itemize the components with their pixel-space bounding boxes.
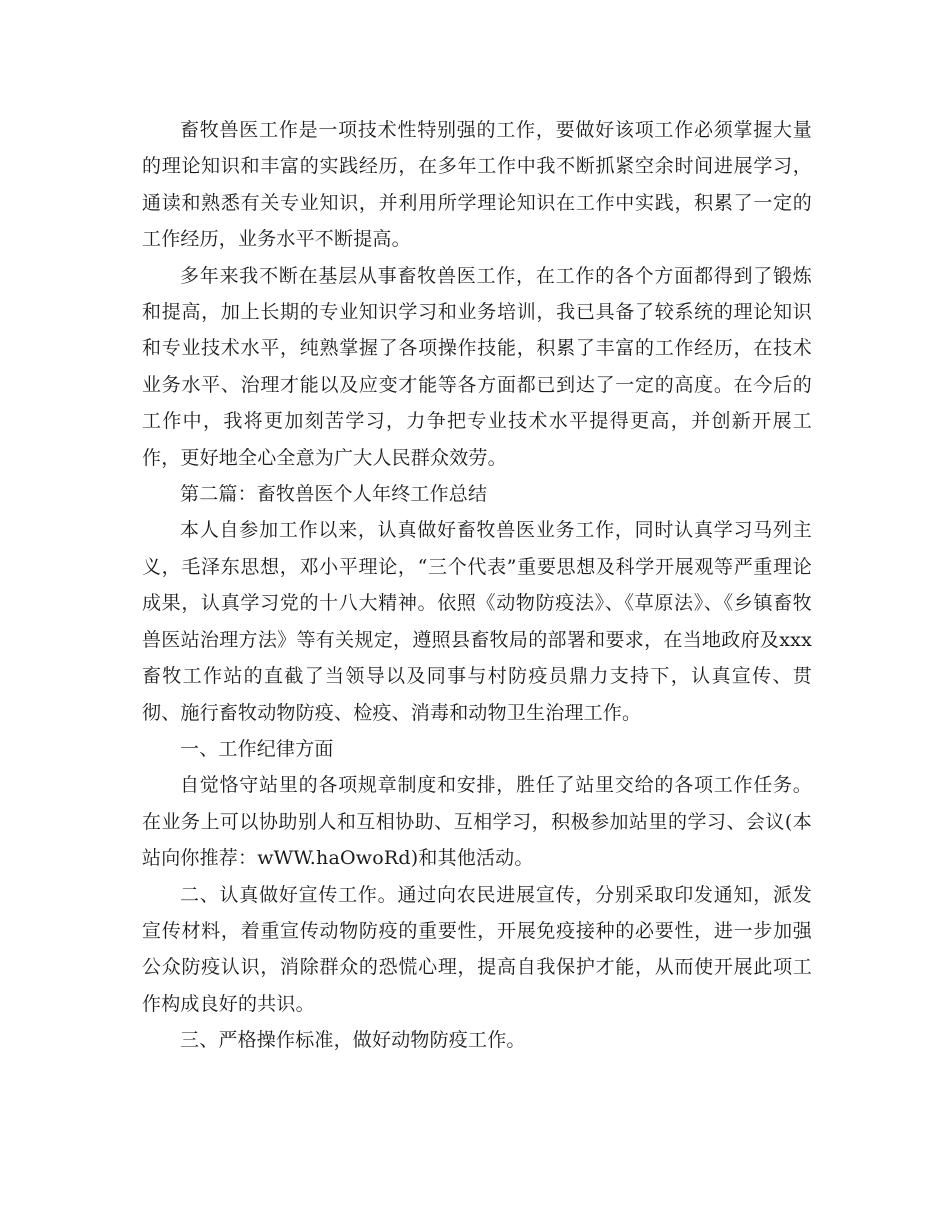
subsection-heading-1: 一、工作纪律方面 <box>180 737 334 760</box>
paragraph-3: 本人自参加工作以来，认真做好畜牧兽医业务工作，同时认真学习马列主义，毛泽东思想，邓小平理论，“三个代表”重要思想及科学开展观等严重理论成果，认真学习党的十八大精神。依照《动物防疫法》、《草原法》、《乡镇畜牧兽医站治理方法》等有关规定，遵照县畜牧局的部署和要求，在当地政府及xxx畜牧工作站的直截了当领导以及同事与村防疫员鼎力支持下，认真宣传、贯彻、施行畜牧动物防疫、检疫、消毒和动物卫生治理工作。 <box>142 519 812 724</box>
paragraph-4: 自觉恪守站里的各项规章制度和安排，胜任了站里交给的各项工作任务。在业务上可以协助别人和互相协助、互相学习，积极参加站里的学习、会议(本站向你推荐：wWW.haOwoRd)和其他活动。 <box>142 774 812 870</box>
paragraph-2: 多年来我不断在基层从事畜牧兽医工作，在工作的各个方面都得到了锻炼和提高，加上长期的专业知识学习和业务培训，我已具备了较系统的理论知识和专业技术水平，纯熟掌握了各项操作技能，积累了丰富的工作经历，在技术业务水平、治理才能以及应变才能等各方面都已到达了一定的高度。在今后的工作中，我将更加刻苦学习，力争把专业技术水平提得更高，并创新开展工作，更好地全心全意为广大人民群众效劳。 <box>142 264 812 469</box>
paragraph-5: 二、认真做好宣传工作。通过向农民进展宣传，分别采取印发通知，派发宣传材料，着重宣传动物防疫的重要性，开展免疫接种的必要性，进一步加强公众防疫认识，消除群众的恐慌心理，提高自我保护才能，从而使开展此项工作构成良好的共识。 <box>142 883 812 1015</box>
subsection-heading-3: 三、严格操作标准，做好动物防疫工作。 <box>180 1029 526 1052</box>
section-title: 第二篇：畜牧兽医个人年终工作总结 <box>180 483 488 506</box>
document-body <box>142 112 812 1059</box>
paragraph-1: 畜牧兽医工作是一项技术性特别强的工作，要做好该项工作必须掌握大量的理论知识和丰富的实践经历，在多年工作中我不断抓紧空余时间进展学习，通读和熟悉有关专业知识，并利用所学理论知识在工作中实践，积累了一定的工作经历，业务水平不断提高。 <box>142 119 812 251</box>
